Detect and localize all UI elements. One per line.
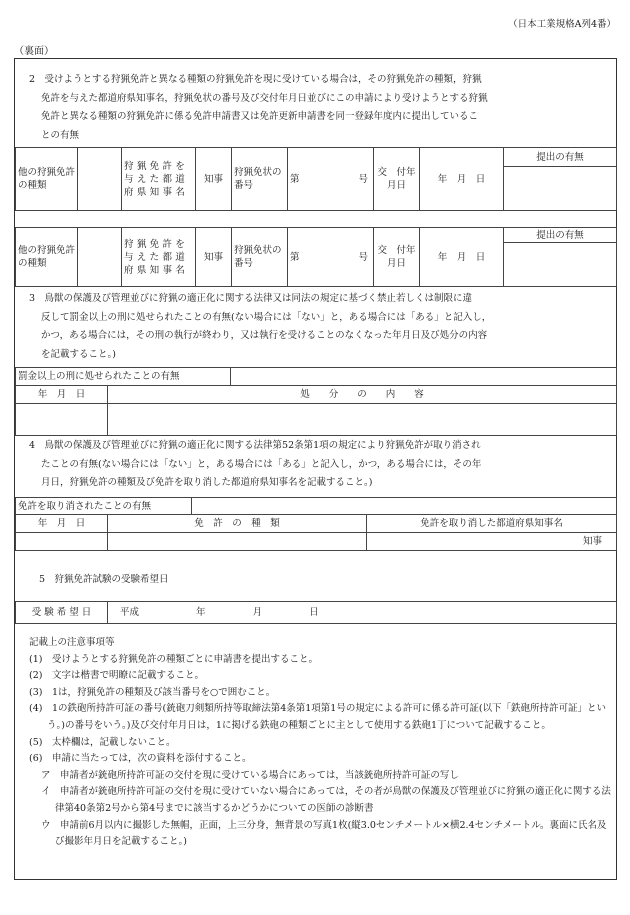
month-label: 月 xyxy=(252,607,263,618)
notes-section xyxy=(29,635,614,851)
section-2-text: 2 受けようとする狩猟免許と異なる種類の狩猟免許を現に受けている場合は，その狩猟免許の種類，狩猟 免許を与えた都道府県知事名，狩猟免状の番号及び交付年月日並びにこの申請により受けようとする狩猟 免許と異なる種類の狩猟免許に係る免許申請書又は免許更新申請書を同一登録年度内に提出しているこ との有無 xyxy=(29,74,488,141)
penalty-date-head: 年 月 日 xyxy=(16,386,108,404)
submit-status-label: 提出の有無 xyxy=(504,228,617,243)
revocation-table xyxy=(15,497,617,515)
jis-size-note: （日本工業規格A列4番） xyxy=(508,19,616,30)
revocation-type-head: 免 許 の 種 類 xyxy=(108,515,367,533)
notes-title: 記載上の注意事項等 xyxy=(29,637,115,648)
revocation-detail-table xyxy=(15,514,617,551)
note-subitem: ウ 申請前6月以内に撮影した無帽，正面，上三分身，無背景の写真1枚(縦3.0センチメートル×横2.4センチメートル。裏面に氏名及び撮影年月日を記載すること。) xyxy=(41,819,607,848)
revocation-type-field[interactable] xyxy=(108,533,367,551)
other-license-type-field[interactable] xyxy=(78,228,122,287)
exam-date-field[interactable] xyxy=(108,602,617,624)
form-frame xyxy=(14,58,617,880)
penalty-content-head: 処 分 の 内 容 xyxy=(108,386,617,404)
issue-date-field[interactable]: 年 月 日 xyxy=(420,228,504,287)
issue-date-label: 交 付年月日 xyxy=(374,228,420,287)
note-item: (6) 申請に当たっては，次の資料を添付すること。 xyxy=(29,753,252,765)
dai-label: 第 xyxy=(288,228,354,287)
other-license-type-label: 他の狩猟免許の種類 xyxy=(16,228,78,287)
license-giver-label: 狩猟免許を与えた都道府県知事名 xyxy=(122,148,196,211)
other-license-type-field[interactable] xyxy=(78,148,122,211)
revocation-has-label: 免許を取り消されたことの有無 xyxy=(16,498,192,515)
chiji-label: 知事 xyxy=(196,148,232,211)
note-subitem: イ 申請者が銃砲所持許可証の交付を現に受けていない場合にあっては，その者が鳥獣の保護及び管理並びに狩猟の適正化に関する法律第40条第2号から第4号までに該当するかどうかについての医師の診断書 xyxy=(41,786,611,814)
dai-label: 第 xyxy=(288,148,354,211)
section-4-text: 4 鳥獣の保護及び管理並びに狩猟の適正化に関する法律第52条第1項の規定により狩猟免許が取り消され たことの有無(ない場合には「ない」と，ある場合には「ある」と記入し，かつ，ある場合には，その年 月日，狩猟免許の種類及び免許を取り消した都道府県知事名を記載すること。) xyxy=(29,440,482,488)
license-number-label: 狩猟免状の番号 xyxy=(232,148,288,211)
exam-date-label: 受 験 希 望 日 xyxy=(16,602,108,624)
other-license-row-2 xyxy=(15,227,617,287)
issue-date-field[interactable]: 年 月 日 xyxy=(420,148,504,211)
penalty-date-field[interactable] xyxy=(16,404,108,436)
day-label: 日 xyxy=(309,607,319,618)
license-number-label: 狩猟免状の番号 xyxy=(232,228,288,287)
section-5-title: 5 狩猟免許試験の受験希望日 xyxy=(39,574,169,585)
go-label: 号 xyxy=(354,148,374,211)
note-item: (3) 1は，狩猟免許の種類及び該当番号を○で囲むこと。 xyxy=(29,686,276,698)
submit-status-field[interactable] xyxy=(504,243,617,287)
submit-status-label: 提出の有無 xyxy=(504,148,617,167)
penalty-has-label: 罰金以上の刑に処せられたことの有無 xyxy=(16,368,231,386)
back-side-label: （裏面） xyxy=(14,46,54,57)
go-label: 号 xyxy=(354,228,374,287)
penalty-detail-table xyxy=(15,385,617,436)
note-item: (2) 文字は楷書で明瞭に記載すること。 xyxy=(29,670,204,682)
other-license-type-label: 他の狩猟免許の種類 xyxy=(16,148,78,211)
revocation-has-field[interactable] xyxy=(192,498,617,515)
note-item: (5) 太枠欄は，記載しないこと。 xyxy=(29,736,176,748)
section-3-text: 3 鳥獣の保護及び管理並びに狩猟の適正化に関する法律又は同法の規定に基づく禁止若しくは制限に違 反して罰金以上の刑に処せられたことの有無(ない場合には「ない」と，ある場合には「ある」と記入し， かつ，ある場合には，その刑の執行が終わり，又は執行を受けることのなくなった年月日及び処分の内容 を記載すること。) xyxy=(29,293,492,360)
issue-date-label: 交 付年月日 xyxy=(374,148,420,211)
other-license-row-1 xyxy=(15,147,617,211)
chiji-label: 知事 xyxy=(196,228,232,287)
revocation-gov-field[interactable]: 知事 xyxy=(367,533,617,551)
exam-date-table xyxy=(15,601,617,624)
note-subitem: ア 申請者が銃砲所持許可証の交付を現に受けている場合にあっては，当該銃砲所持許可証の写し xyxy=(41,769,459,781)
revocation-gov-head: 免許を取り消した都道府県知事名 xyxy=(367,515,617,533)
revocation-date-field[interactable] xyxy=(16,533,108,551)
revocation-date-head: 年 月 日 xyxy=(16,515,108,533)
penalty-has-field[interactable] xyxy=(231,368,617,386)
year-label: 年 xyxy=(196,607,206,618)
license-giver-label: 狩猟免許を与えた都道府県知事名 xyxy=(122,228,196,287)
submit-status-field[interactable] xyxy=(504,167,617,211)
note-item: (1) 受けようとする狩猟免許の種類ごとに申請書を提出すること。 xyxy=(29,653,318,665)
era-label: 平成 xyxy=(120,607,140,618)
penalty-content-field[interactable] xyxy=(108,404,617,436)
penalty-table xyxy=(15,367,617,386)
note-item: (4) 1の鉄砲所持許可証の番号(銃砲刀剣類所持等取締法第4条第1項第1号の規定による許可に係る許可証(以下「鉄砲所持許可証」という。)の番号をいう。)及び交付年月日は，1に掲げる鉄砲の種類ごとに主として使用する鉄砲1丁について記載すること。 xyxy=(29,703,607,731)
